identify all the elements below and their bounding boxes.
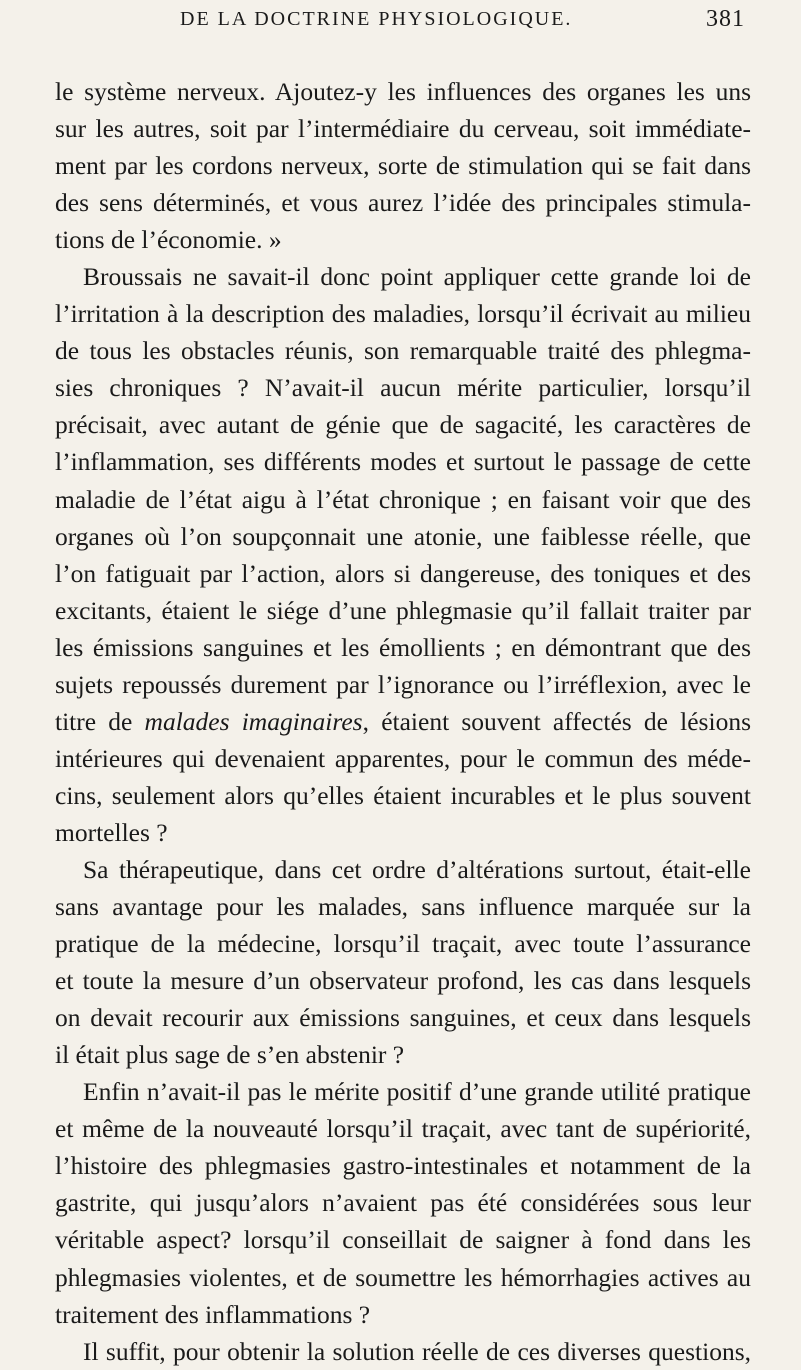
italic-phrase: malades imaginaires [144, 706, 363, 736]
text-line: tions de l’économie. » [55, 225, 282, 255]
text-line: Il suffit, pour obtenir la solution réelle de ces diverses questions, [83, 1336, 751, 1366]
paragraph [55, 1073, 751, 1332]
text-line: il était plus sage de s’en abstenir ? [55, 1040, 405, 1070]
text-line: excitants, étaient le siége d’une phlegmasie qu’il fallait traiter par [55, 595, 751, 625]
text-run: titre de [55, 706, 145, 736]
text-line: Broussais ne savait-il donc point appliquer cette grande loi de [83, 262, 751, 292]
text-line: sur les autres, soit par l’intermédiaire du cerveau, soit immédiate- [55, 114, 751, 144]
text-run: , étaient souvent affectés de lésions [362, 706, 751, 736]
text-line: l’irritation à la description des maladies, lorsqu’il écrivait au milieu [55, 299, 751, 329]
text-line: mortelles ? [55, 817, 168, 847]
paragraph [55, 1333, 751, 1370]
text-line: l’histoire des phlegmasies gastro-intestinales et notamment de la [55, 1151, 751, 1181]
text-line: et même de la nouveauté lorsqu’il traçait, avec tant de supériorité, [55, 1114, 751, 1144]
text-line: sies chroniques ? N’avait-il aucun mérite particulier, lorsqu’il [55, 373, 751, 403]
text-line: maladie de l’état aigu à l’état chronique ; en faisant voir que des [55, 484, 751, 514]
text-line: on devait recourir aux émissions sanguines, et ceux dans lesquels [55, 1003, 751, 1033]
text-line: de tous les obstacles réunis, son remarquable traité des phlegma- [55, 336, 751, 366]
page-number: 381 [706, 6, 745, 32]
text-line: Sa thérapeutique, dans cet ordre d’altérations surtout, était-elle [83, 854, 751, 884]
paragraph [55, 258, 751, 851]
text-line: des sens déterminés, et vous aurez l’idée des principales stimula- [55, 188, 751, 218]
paragraph [55, 851, 751, 1073]
text-line: sans avantage pour les malades, sans influence marquée sur la [55, 892, 751, 922]
body-text [55, 73, 751, 1370]
text-line: ment par les cordons nerveux, sorte de stimulation qui se fait dans [55, 151, 751, 181]
text-line: intérieures qui devenaient apparentes, pour le commun des méde- [55, 743, 751, 773]
text-line: les émissions sanguines et les émollients ; en démontrant que des [55, 632, 751, 662]
text-line: et toute la mesure d’un observateur profond, les cas dans lesquels [55, 966, 751, 996]
text-line: Enfin n’avait-il pas le mérite positif d’une grande utilité pratique [83, 1077, 751, 1107]
text-line: l’on fatiguait par l’action, alors si dangereuse, des toniques et des [55, 558, 751, 588]
paragraph [55, 73, 751, 258]
text-line: cins, seulement alors qu’elles étaient incurables et le plus souvent [55, 780, 751, 810]
text-line: le système nerveux. Ajoutez-y les influences des organes les uns [55, 77, 751, 106]
running-head: DE LA DOCTRINE PHYSIOLOGIQUE. [180, 8, 573, 30]
text-line: phlegmasies violentes, et de soumettre les hémorrhagies actives au [55, 1262, 751, 1292]
text-line: traitement des inflammations ? [55, 1299, 371, 1329]
text-line: l’inflammation, ses différents modes et surtout le passage de cette [55, 447, 751, 477]
text-line: véritable aspect? lorsqu’il conseillait de saigner à fond dans les [55, 1225, 751, 1255]
text-line: pratique de la médecine, lorsqu’il traçait, avec toute l’assurance [55, 929, 751, 959]
text-line: sujets repoussés durement par l’ignorance ou l’irréflexion, avec le [55, 669, 751, 699]
text-line: gastrite, qui jusqu’alors n’avaient pas été considérées sous leur [55, 1188, 751, 1218]
text-line: organes où l’on soupçonnait une atonie, une faiblesse réelle, que [55, 521, 751, 551]
text-line: précisait, avec autant de génie que de sagacité, les caractères de [55, 410, 751, 440]
text-line [55, 703, 751, 740]
